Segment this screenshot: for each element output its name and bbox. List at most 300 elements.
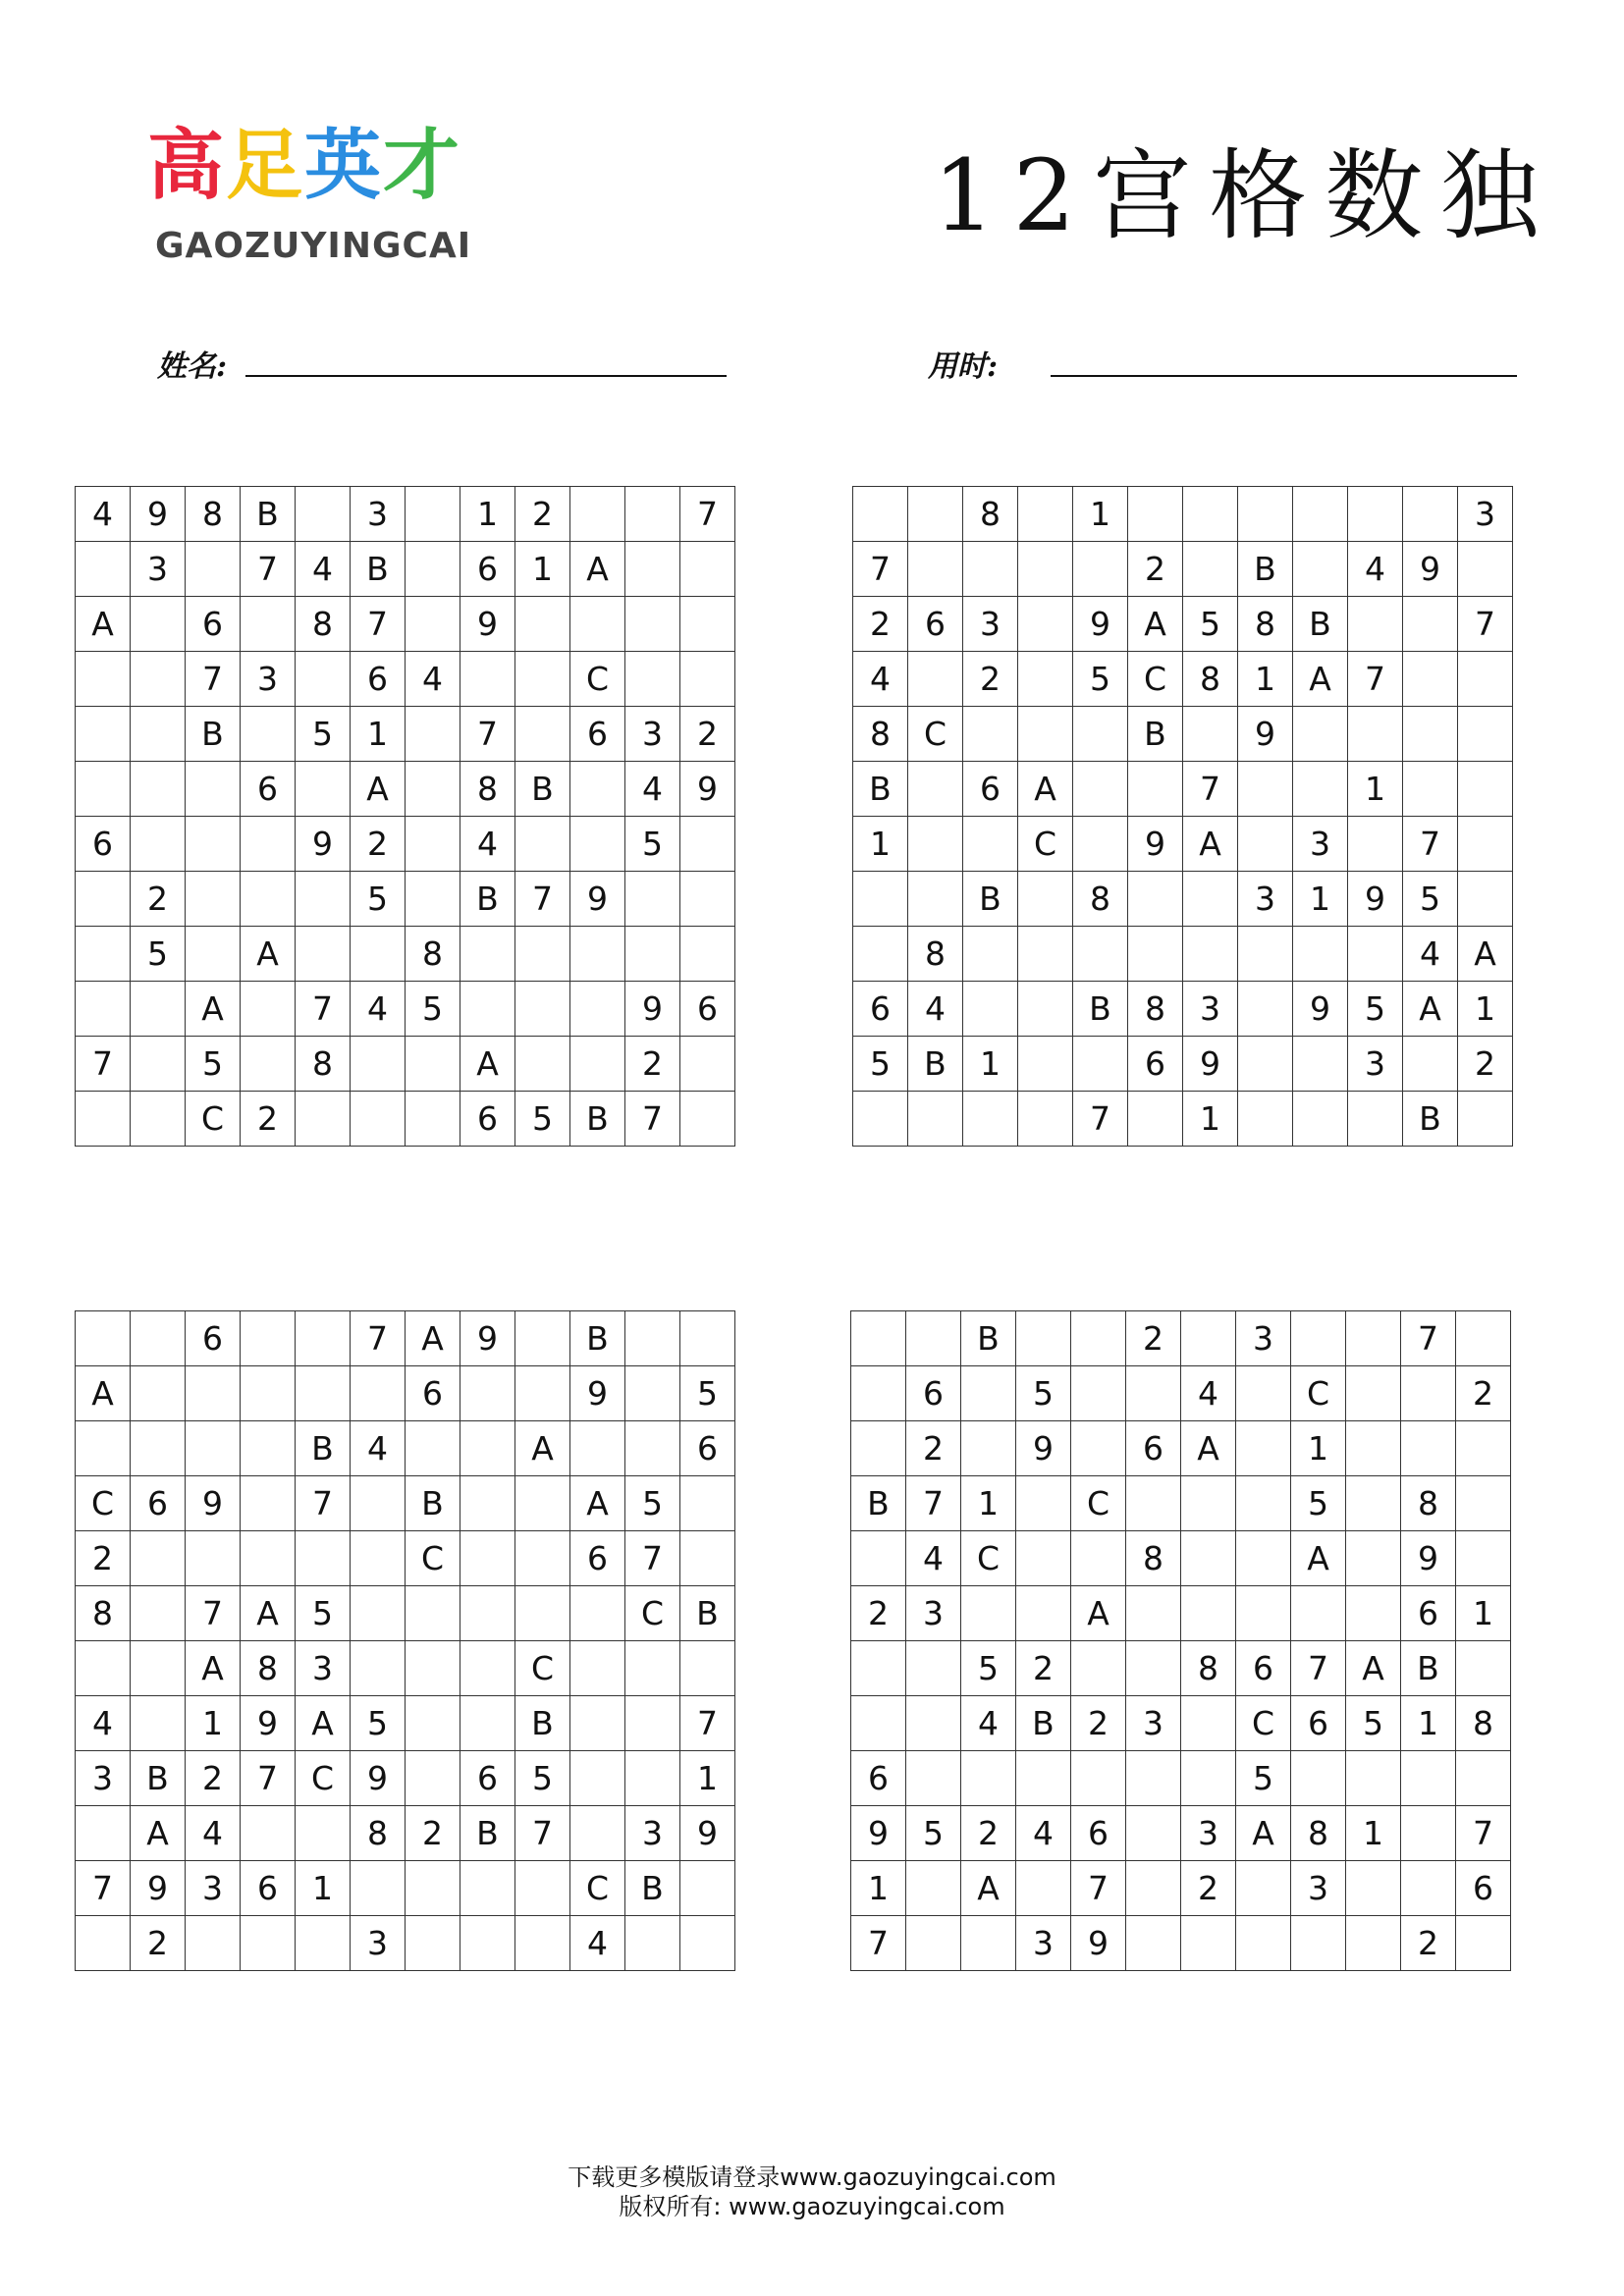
empty-cell[interactable] xyxy=(570,1586,625,1641)
empty-cell[interactable] xyxy=(1018,927,1073,982)
empty-cell[interactable] xyxy=(963,982,1018,1037)
empty-cell[interactable] xyxy=(906,1751,961,1806)
empty-cell[interactable] xyxy=(1236,1421,1291,1476)
empty-cell[interactable] xyxy=(908,652,963,707)
empty-cell[interactable] xyxy=(851,1421,906,1476)
empty-cell[interactable] xyxy=(1018,652,1073,707)
empty-cell[interactable] xyxy=(1016,1531,1071,1586)
empty-cell[interactable] xyxy=(1071,1751,1126,1806)
empty-cell[interactable] xyxy=(1183,707,1238,762)
empty-cell[interactable] xyxy=(1018,542,1073,597)
empty-cell[interactable] xyxy=(515,1476,570,1531)
empty-cell[interactable] xyxy=(1456,1751,1511,1806)
empty-cell[interactable] xyxy=(1016,1751,1071,1806)
empty-cell[interactable] xyxy=(853,872,908,927)
empty-cell[interactable] xyxy=(1293,1092,1348,1147)
empty-cell[interactable] xyxy=(680,1092,735,1147)
empty-cell[interactable] xyxy=(296,1916,351,1971)
empty-cell[interactable] xyxy=(515,1586,570,1641)
empty-cell[interactable] xyxy=(851,1366,906,1421)
empty-cell[interactable] xyxy=(1456,1641,1511,1696)
empty-cell[interactable] xyxy=(1073,707,1128,762)
empty-cell[interactable] xyxy=(963,542,1018,597)
empty-cell[interactable] xyxy=(1073,1037,1128,1092)
empty-cell[interactable] xyxy=(1238,1092,1293,1147)
empty-cell[interactable] xyxy=(1346,1421,1401,1476)
empty-cell[interactable] xyxy=(351,1531,406,1586)
empty-cell[interactable] xyxy=(76,1806,131,1861)
empty-cell[interactable] xyxy=(963,817,1018,872)
empty-cell[interactable] xyxy=(1291,1916,1346,1971)
empty-cell[interactable] xyxy=(1238,487,1293,542)
empty-cell[interactable] xyxy=(76,927,131,982)
empty-cell[interactable] xyxy=(1236,1861,1291,1916)
empty-cell[interactable] xyxy=(241,707,296,762)
empty-cell[interactable] xyxy=(853,1092,908,1147)
empty-cell[interactable] xyxy=(296,927,351,982)
empty-cell[interactable] xyxy=(1346,1916,1401,1971)
empty-cell[interactable] xyxy=(1346,1751,1401,1806)
empty-cell[interactable] xyxy=(351,1641,406,1696)
empty-cell[interactable] xyxy=(1126,1806,1181,1861)
empty-cell[interactable] xyxy=(515,652,570,707)
empty-cell[interactable] xyxy=(1018,487,1073,542)
empty-cell[interactable] xyxy=(406,597,460,652)
empty-cell[interactable] xyxy=(680,1037,735,1092)
empty-cell[interactable] xyxy=(1126,1861,1181,1916)
empty-cell[interactable] xyxy=(1456,1421,1511,1476)
empty-cell[interactable] xyxy=(406,1037,460,1092)
empty-cell[interactable] xyxy=(406,1861,460,1916)
empty-cell[interactable] xyxy=(680,927,735,982)
empty-cell[interactable] xyxy=(1128,872,1183,927)
empty-cell[interactable] xyxy=(131,817,186,872)
empty-cell[interactable] xyxy=(1126,1476,1181,1531)
empty-cell[interactable] xyxy=(515,1916,570,1971)
empty-cell[interactable] xyxy=(625,1641,680,1696)
empty-cell[interactable] xyxy=(570,1641,625,1696)
empty-cell[interactable] xyxy=(625,1751,680,1806)
empty-cell[interactable] xyxy=(1018,1037,1073,1092)
empty-cell[interactable] xyxy=(1458,872,1513,927)
empty-cell[interactable] xyxy=(1293,927,1348,982)
empty-cell[interactable] xyxy=(1128,1092,1183,1147)
empty-cell[interactable] xyxy=(1238,817,1293,872)
empty-cell[interactable] xyxy=(1183,927,1238,982)
empty-cell[interactable] xyxy=(1458,652,1513,707)
empty-cell[interactable] xyxy=(1126,1366,1181,1421)
empty-cell[interactable] xyxy=(851,1641,906,1696)
empty-cell[interactable] xyxy=(1348,817,1403,872)
empty-cell[interactable] xyxy=(1181,1476,1236,1531)
empty-cell[interactable] xyxy=(131,1531,186,1586)
empty-cell[interactable] xyxy=(296,1092,351,1147)
empty-cell[interactable] xyxy=(570,1806,625,1861)
empty-cell[interactable] xyxy=(1126,1586,1181,1641)
empty-cell[interactable] xyxy=(1456,1531,1511,1586)
empty-cell[interactable] xyxy=(351,1861,406,1916)
empty-cell[interactable] xyxy=(680,872,735,927)
empty-cell[interactable] xyxy=(1071,1421,1126,1476)
empty-cell[interactable] xyxy=(460,1366,515,1421)
empty-cell[interactable] xyxy=(1348,927,1403,982)
empty-cell[interactable] xyxy=(1128,762,1183,817)
empty-cell[interactable] xyxy=(625,927,680,982)
empty-cell[interactable] xyxy=(961,1421,1016,1476)
empty-cell[interactable] xyxy=(963,707,1018,762)
empty-cell[interactable] xyxy=(625,487,680,542)
empty-cell[interactable] xyxy=(908,542,963,597)
empty-cell[interactable] xyxy=(131,597,186,652)
empty-cell[interactable] xyxy=(625,1311,680,1366)
empty-cell[interactable] xyxy=(1403,707,1458,762)
empty-cell[interactable] xyxy=(351,1366,406,1421)
empty-cell[interactable] xyxy=(241,1366,296,1421)
empty-cell[interactable] xyxy=(406,1916,460,1971)
empty-cell[interactable] xyxy=(186,1531,241,1586)
empty-cell[interactable] xyxy=(1293,707,1348,762)
empty-cell[interactable] xyxy=(241,982,296,1037)
empty-cell[interactable] xyxy=(625,652,680,707)
empty-cell[interactable] xyxy=(460,1641,515,1696)
empty-cell[interactable] xyxy=(680,1861,735,1916)
empty-cell[interactable] xyxy=(625,872,680,927)
empty-cell[interactable] xyxy=(515,597,570,652)
empty-cell[interactable] xyxy=(851,1696,906,1751)
empty-cell[interactable] xyxy=(460,1696,515,1751)
empty-cell[interactable] xyxy=(1456,1476,1511,1531)
empty-cell[interactable] xyxy=(680,1916,735,1971)
empty-cell[interactable] xyxy=(680,817,735,872)
empty-cell[interactable] xyxy=(1293,762,1348,817)
empty-cell[interactable] xyxy=(1401,1806,1456,1861)
empty-cell[interactable] xyxy=(515,817,570,872)
empty-cell[interactable] xyxy=(1018,597,1073,652)
empty-cell[interactable] xyxy=(406,872,460,927)
empty-cell[interactable] xyxy=(680,1476,735,1531)
empty-cell[interactable] xyxy=(186,927,241,982)
empty-cell[interactable] xyxy=(1128,487,1183,542)
empty-cell[interactable] xyxy=(76,982,131,1037)
empty-cell[interactable] xyxy=(1128,927,1183,982)
empty-cell[interactable] xyxy=(131,1421,186,1476)
empty-cell[interactable] xyxy=(851,1311,906,1366)
empty-cell[interactable] xyxy=(241,817,296,872)
empty-cell[interactable] xyxy=(1458,817,1513,872)
empty-cell[interactable] xyxy=(1346,1861,1401,1916)
empty-cell[interactable] xyxy=(241,1476,296,1531)
empty-cell[interactable] xyxy=(76,1311,131,1366)
empty-cell[interactable] xyxy=(1403,652,1458,707)
empty-cell[interactable] xyxy=(851,1531,906,1586)
empty-cell[interactable] xyxy=(625,1421,680,1476)
empty-cell[interactable] xyxy=(131,1586,186,1641)
empty-cell[interactable] xyxy=(961,1916,1016,1971)
empty-cell[interactable] xyxy=(961,1751,1016,1806)
empty-cell[interactable] xyxy=(1071,1366,1126,1421)
empty-cell[interactable] xyxy=(680,1311,735,1366)
empty-cell[interactable] xyxy=(570,762,625,817)
empty-cell[interactable] xyxy=(680,1641,735,1696)
empty-cell[interactable] xyxy=(963,927,1018,982)
empty-cell[interactable] xyxy=(460,1916,515,1971)
empty-cell[interactable] xyxy=(1293,1037,1348,1092)
empty-cell[interactable] xyxy=(908,1092,963,1147)
empty-cell[interactable] xyxy=(241,1311,296,1366)
empty-cell[interactable] xyxy=(1291,1311,1346,1366)
empty-cell[interactable] xyxy=(1236,1586,1291,1641)
empty-cell[interactable] xyxy=(76,1092,131,1147)
empty-cell[interactable] xyxy=(1181,1531,1236,1586)
empty-cell[interactable] xyxy=(625,597,680,652)
empty-cell[interactable] xyxy=(1401,1366,1456,1421)
empty-cell[interactable] xyxy=(186,762,241,817)
time-write-line[interactable] xyxy=(1051,375,1517,377)
empty-cell[interactable] xyxy=(241,1531,296,1586)
empty-cell[interactable] xyxy=(680,1531,735,1586)
empty-cell[interactable] xyxy=(1016,1861,1071,1916)
empty-cell[interactable] xyxy=(1071,1311,1126,1366)
empty-cell[interactable] xyxy=(853,487,908,542)
empty-cell[interactable] xyxy=(1403,487,1458,542)
empty-cell[interactable] xyxy=(351,1092,406,1147)
empty-cell[interactable] xyxy=(906,1641,961,1696)
empty-cell[interactable] xyxy=(76,542,131,597)
empty-cell[interactable] xyxy=(406,1421,460,1476)
empty-cell[interactable] xyxy=(406,1696,460,1751)
empty-cell[interactable] xyxy=(1018,1092,1073,1147)
empty-cell[interactable] xyxy=(570,817,625,872)
empty-cell[interactable] xyxy=(1458,707,1513,762)
empty-cell[interactable] xyxy=(1238,927,1293,982)
empty-cell[interactable] xyxy=(131,982,186,1037)
empty-cell[interactable] xyxy=(186,542,241,597)
empty-cell[interactable] xyxy=(406,487,460,542)
empty-cell[interactable] xyxy=(1238,762,1293,817)
empty-cell[interactable] xyxy=(131,1366,186,1421)
empty-cell[interactable] xyxy=(76,1641,131,1696)
empty-cell[interactable] xyxy=(1018,872,1073,927)
empty-cell[interactable] xyxy=(460,1476,515,1531)
empty-cell[interactable] xyxy=(406,1641,460,1696)
empty-cell[interactable] xyxy=(625,1916,680,1971)
empty-cell[interactable] xyxy=(406,1092,460,1147)
empty-cell[interactable] xyxy=(908,487,963,542)
empty-cell[interactable] xyxy=(1236,1916,1291,1971)
empty-cell[interactable] xyxy=(1073,927,1128,982)
empty-cell[interactable] xyxy=(296,872,351,927)
empty-cell[interactable] xyxy=(76,762,131,817)
empty-cell[interactable] xyxy=(1018,982,1073,1037)
name-write-line[interactable] xyxy=(245,375,727,377)
empty-cell[interactable] xyxy=(1073,817,1128,872)
empty-cell[interactable] xyxy=(131,707,186,762)
empty-cell[interactable] xyxy=(570,982,625,1037)
empty-cell[interactable] xyxy=(131,762,186,817)
empty-cell[interactable] xyxy=(460,1531,515,1586)
empty-cell[interactable] xyxy=(680,597,735,652)
empty-cell[interactable] xyxy=(515,1366,570,1421)
empty-cell[interactable] xyxy=(406,817,460,872)
empty-cell[interactable] xyxy=(351,1476,406,1531)
empty-cell[interactable] xyxy=(296,762,351,817)
empty-cell[interactable] xyxy=(1126,1916,1181,1971)
empty-cell[interactable] xyxy=(680,542,735,597)
empty-cell[interactable] xyxy=(1126,1641,1181,1696)
empty-cell[interactable] xyxy=(76,707,131,762)
empty-cell[interactable] xyxy=(406,542,460,597)
empty-cell[interactable] xyxy=(1346,1366,1401,1421)
empty-cell[interactable] xyxy=(1403,597,1458,652)
empty-cell[interactable] xyxy=(1236,1476,1291,1531)
empty-cell[interactable] xyxy=(908,817,963,872)
empty-cell[interactable] xyxy=(570,487,625,542)
empty-cell[interactable] xyxy=(460,652,515,707)
empty-cell[interactable] xyxy=(186,1366,241,1421)
empty-cell[interactable] xyxy=(1291,1751,1346,1806)
empty-cell[interactable] xyxy=(241,872,296,927)
empty-cell[interactable] xyxy=(76,872,131,927)
empty-cell[interactable] xyxy=(570,927,625,982)
empty-cell[interactable] xyxy=(961,1586,1016,1641)
empty-cell[interactable] xyxy=(1018,707,1073,762)
empty-cell[interactable] xyxy=(1238,1037,1293,1092)
empty-cell[interactable] xyxy=(1346,1476,1401,1531)
empty-cell[interactable] xyxy=(570,597,625,652)
empty-cell[interactable] xyxy=(1456,1311,1511,1366)
empty-cell[interactable] xyxy=(1458,542,1513,597)
empty-cell[interactable] xyxy=(963,1092,1018,1147)
empty-cell[interactable] xyxy=(186,817,241,872)
empty-cell[interactable] xyxy=(908,762,963,817)
empty-cell[interactable] xyxy=(570,1421,625,1476)
empty-cell[interactable] xyxy=(570,1751,625,1806)
empty-cell[interactable] xyxy=(1346,1531,1401,1586)
empty-cell[interactable] xyxy=(186,872,241,927)
empty-cell[interactable] xyxy=(625,542,680,597)
empty-cell[interactable] xyxy=(241,1916,296,1971)
empty-cell[interactable] xyxy=(351,1586,406,1641)
empty-cell[interactable] xyxy=(1181,1586,1236,1641)
empty-cell[interactable] xyxy=(1016,1586,1071,1641)
empty-cell[interactable] xyxy=(460,1861,515,1916)
empty-cell[interactable] xyxy=(351,1037,406,1092)
empty-cell[interactable] xyxy=(1238,982,1293,1037)
empty-cell[interactable] xyxy=(460,927,515,982)
empty-cell[interactable] xyxy=(1348,487,1403,542)
empty-cell[interactable] xyxy=(1016,1311,1071,1366)
empty-cell[interactable] xyxy=(1348,1092,1403,1147)
empty-cell[interactable] xyxy=(1346,1311,1401,1366)
empty-cell[interactable] xyxy=(1401,1751,1456,1806)
empty-cell[interactable] xyxy=(406,762,460,817)
empty-cell[interactable] xyxy=(1183,872,1238,927)
empty-cell[interactable] xyxy=(1401,1421,1456,1476)
empty-cell[interactable] xyxy=(515,927,570,982)
empty-cell[interactable] xyxy=(241,597,296,652)
empty-cell[interactable] xyxy=(131,1037,186,1092)
empty-cell[interactable] xyxy=(570,1037,625,1092)
empty-cell[interactable] xyxy=(296,487,351,542)
empty-cell[interactable] xyxy=(906,1916,961,1971)
empty-cell[interactable] xyxy=(1181,1916,1236,1971)
empty-cell[interactable] xyxy=(1236,1366,1291,1421)
empty-cell[interactable] xyxy=(515,1531,570,1586)
empty-cell[interactable] xyxy=(1181,1751,1236,1806)
empty-cell[interactable] xyxy=(625,1696,680,1751)
empty-cell[interactable] xyxy=(1183,542,1238,597)
empty-cell[interactable] xyxy=(241,1806,296,1861)
empty-cell[interactable] xyxy=(296,652,351,707)
empty-cell[interactable] xyxy=(1073,762,1128,817)
empty-cell[interactable] xyxy=(131,1092,186,1147)
empty-cell[interactable] xyxy=(1346,1586,1401,1641)
empty-cell[interactable] xyxy=(1458,762,1513,817)
empty-cell[interactable] xyxy=(241,1037,296,1092)
empty-cell[interactable] xyxy=(406,1751,460,1806)
empty-cell[interactable] xyxy=(406,707,460,762)
empty-cell[interactable] xyxy=(1293,487,1348,542)
empty-cell[interactable] xyxy=(1403,1037,1458,1092)
empty-cell[interactable] xyxy=(515,707,570,762)
empty-cell[interactable] xyxy=(1401,1861,1456,1916)
empty-cell[interactable] xyxy=(906,1861,961,1916)
empty-cell[interactable] xyxy=(131,652,186,707)
empty-cell[interactable] xyxy=(515,1037,570,1092)
empty-cell[interactable] xyxy=(570,1696,625,1751)
empty-cell[interactable] xyxy=(76,1916,131,1971)
empty-cell[interactable] xyxy=(186,1916,241,1971)
empty-cell[interactable] xyxy=(186,1421,241,1476)
empty-cell[interactable] xyxy=(131,1311,186,1366)
empty-cell[interactable] xyxy=(241,1421,296,1476)
empty-cell[interactable] xyxy=(296,1311,351,1366)
empty-cell[interactable] xyxy=(131,1696,186,1751)
empty-cell[interactable] xyxy=(1236,1531,1291,1586)
empty-cell[interactable] xyxy=(406,1586,460,1641)
empty-cell[interactable] xyxy=(1403,762,1458,817)
empty-cell[interactable] xyxy=(625,1366,680,1421)
empty-cell[interactable] xyxy=(1073,542,1128,597)
empty-cell[interactable] xyxy=(1071,1531,1126,1586)
empty-cell[interactable] xyxy=(1071,1641,1126,1696)
empty-cell[interactable] xyxy=(460,1586,515,1641)
empty-cell[interactable] xyxy=(680,652,735,707)
empty-cell[interactable] xyxy=(1456,1916,1511,1971)
empty-cell[interactable] xyxy=(1016,1476,1071,1531)
empty-cell[interactable] xyxy=(296,1806,351,1861)
empty-cell[interactable] xyxy=(460,1421,515,1476)
empty-cell[interactable] xyxy=(961,1366,1016,1421)
empty-cell[interactable] xyxy=(515,1311,570,1366)
empty-cell[interactable] xyxy=(76,652,131,707)
empty-cell[interactable] xyxy=(853,927,908,982)
empty-cell[interactable] xyxy=(131,1641,186,1696)
empty-cell[interactable] xyxy=(296,1531,351,1586)
empty-cell[interactable] xyxy=(1181,1311,1236,1366)
empty-cell[interactable] xyxy=(1348,597,1403,652)
empty-cell[interactable] xyxy=(1348,707,1403,762)
empty-cell[interactable] xyxy=(76,1421,131,1476)
empty-cell[interactable] xyxy=(1291,1586,1346,1641)
empty-cell[interactable] xyxy=(906,1696,961,1751)
empty-cell[interactable] xyxy=(351,927,406,982)
empty-cell[interactable] xyxy=(1183,487,1238,542)
empty-cell[interactable] xyxy=(515,1861,570,1916)
empty-cell[interactable] xyxy=(1458,1092,1513,1147)
empty-cell[interactable] xyxy=(1293,542,1348,597)
empty-cell[interactable] xyxy=(906,1311,961,1366)
